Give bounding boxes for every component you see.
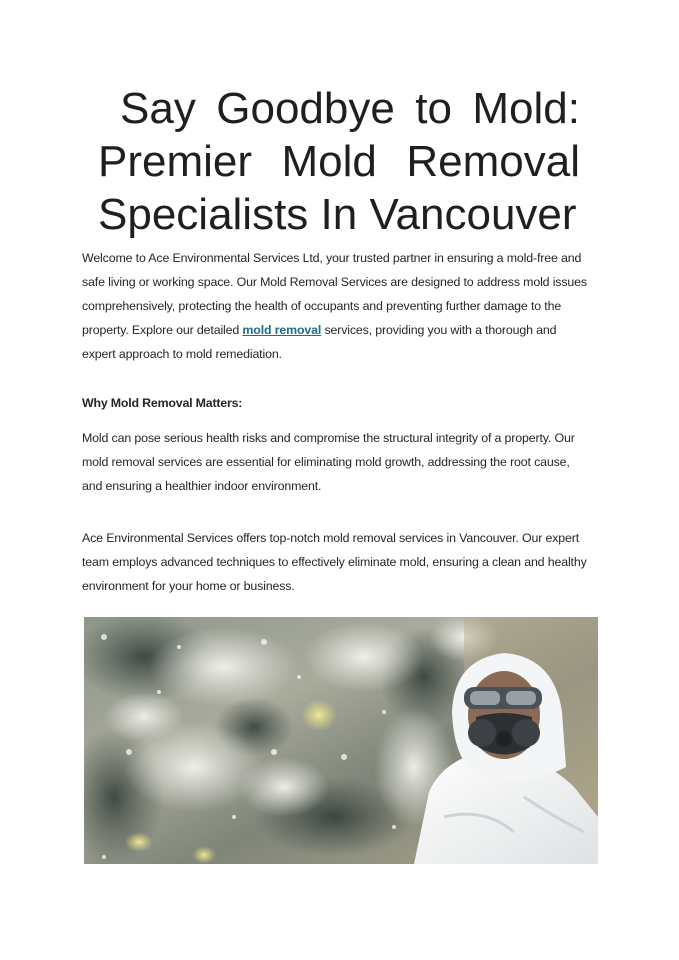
mold-removal-photo-illustration [84, 617, 598, 864]
intro-paragraph [82, 246, 587, 366]
mold-removal-photo [84, 617, 598, 864]
health-risks-paragraph: Mold can pose serious health risks and compromise the structural integrity of a property. Our mold removal services are essential for eliminating mold growth, addressing the root cause, and ensuring a healthier indoor environment. [82, 431, 575, 493]
title-line-3: Specialists In Vancouver [98, 190, 577, 239]
mold-removal-link[interactable]: mold removal [242, 323, 322, 337]
page-title [98, 82, 580, 241]
title-line-1: Say Goodbye to Mold: [120, 84, 580, 133]
title-line-2: Premier Mold Removal [98, 137, 580, 186]
services-paragraph: Ace Environmental Services offers top-notch mold removal services in Vancouver. Our expert team employs advanced techniques to effectively eliminate mold, ensuring a clean and healthy environment for your home or business. [82, 531, 587, 593]
intro-text-1: Welcome to Ace Environmental Services Ltd, your trusted partner in ensuring a mold-free and safe living or working space. Our Mold Removal Services are designed to address mold issues comprehensively, protecting the health of occupants and preventing further damage to the property. Explore our detailed [82, 251, 587, 337]
section-heading: Why Mold Removal Matters: [82, 396, 243, 410]
intro-text-2: services, providing you with a thorough and expert approach to mold remediation. [82, 323, 557, 361]
